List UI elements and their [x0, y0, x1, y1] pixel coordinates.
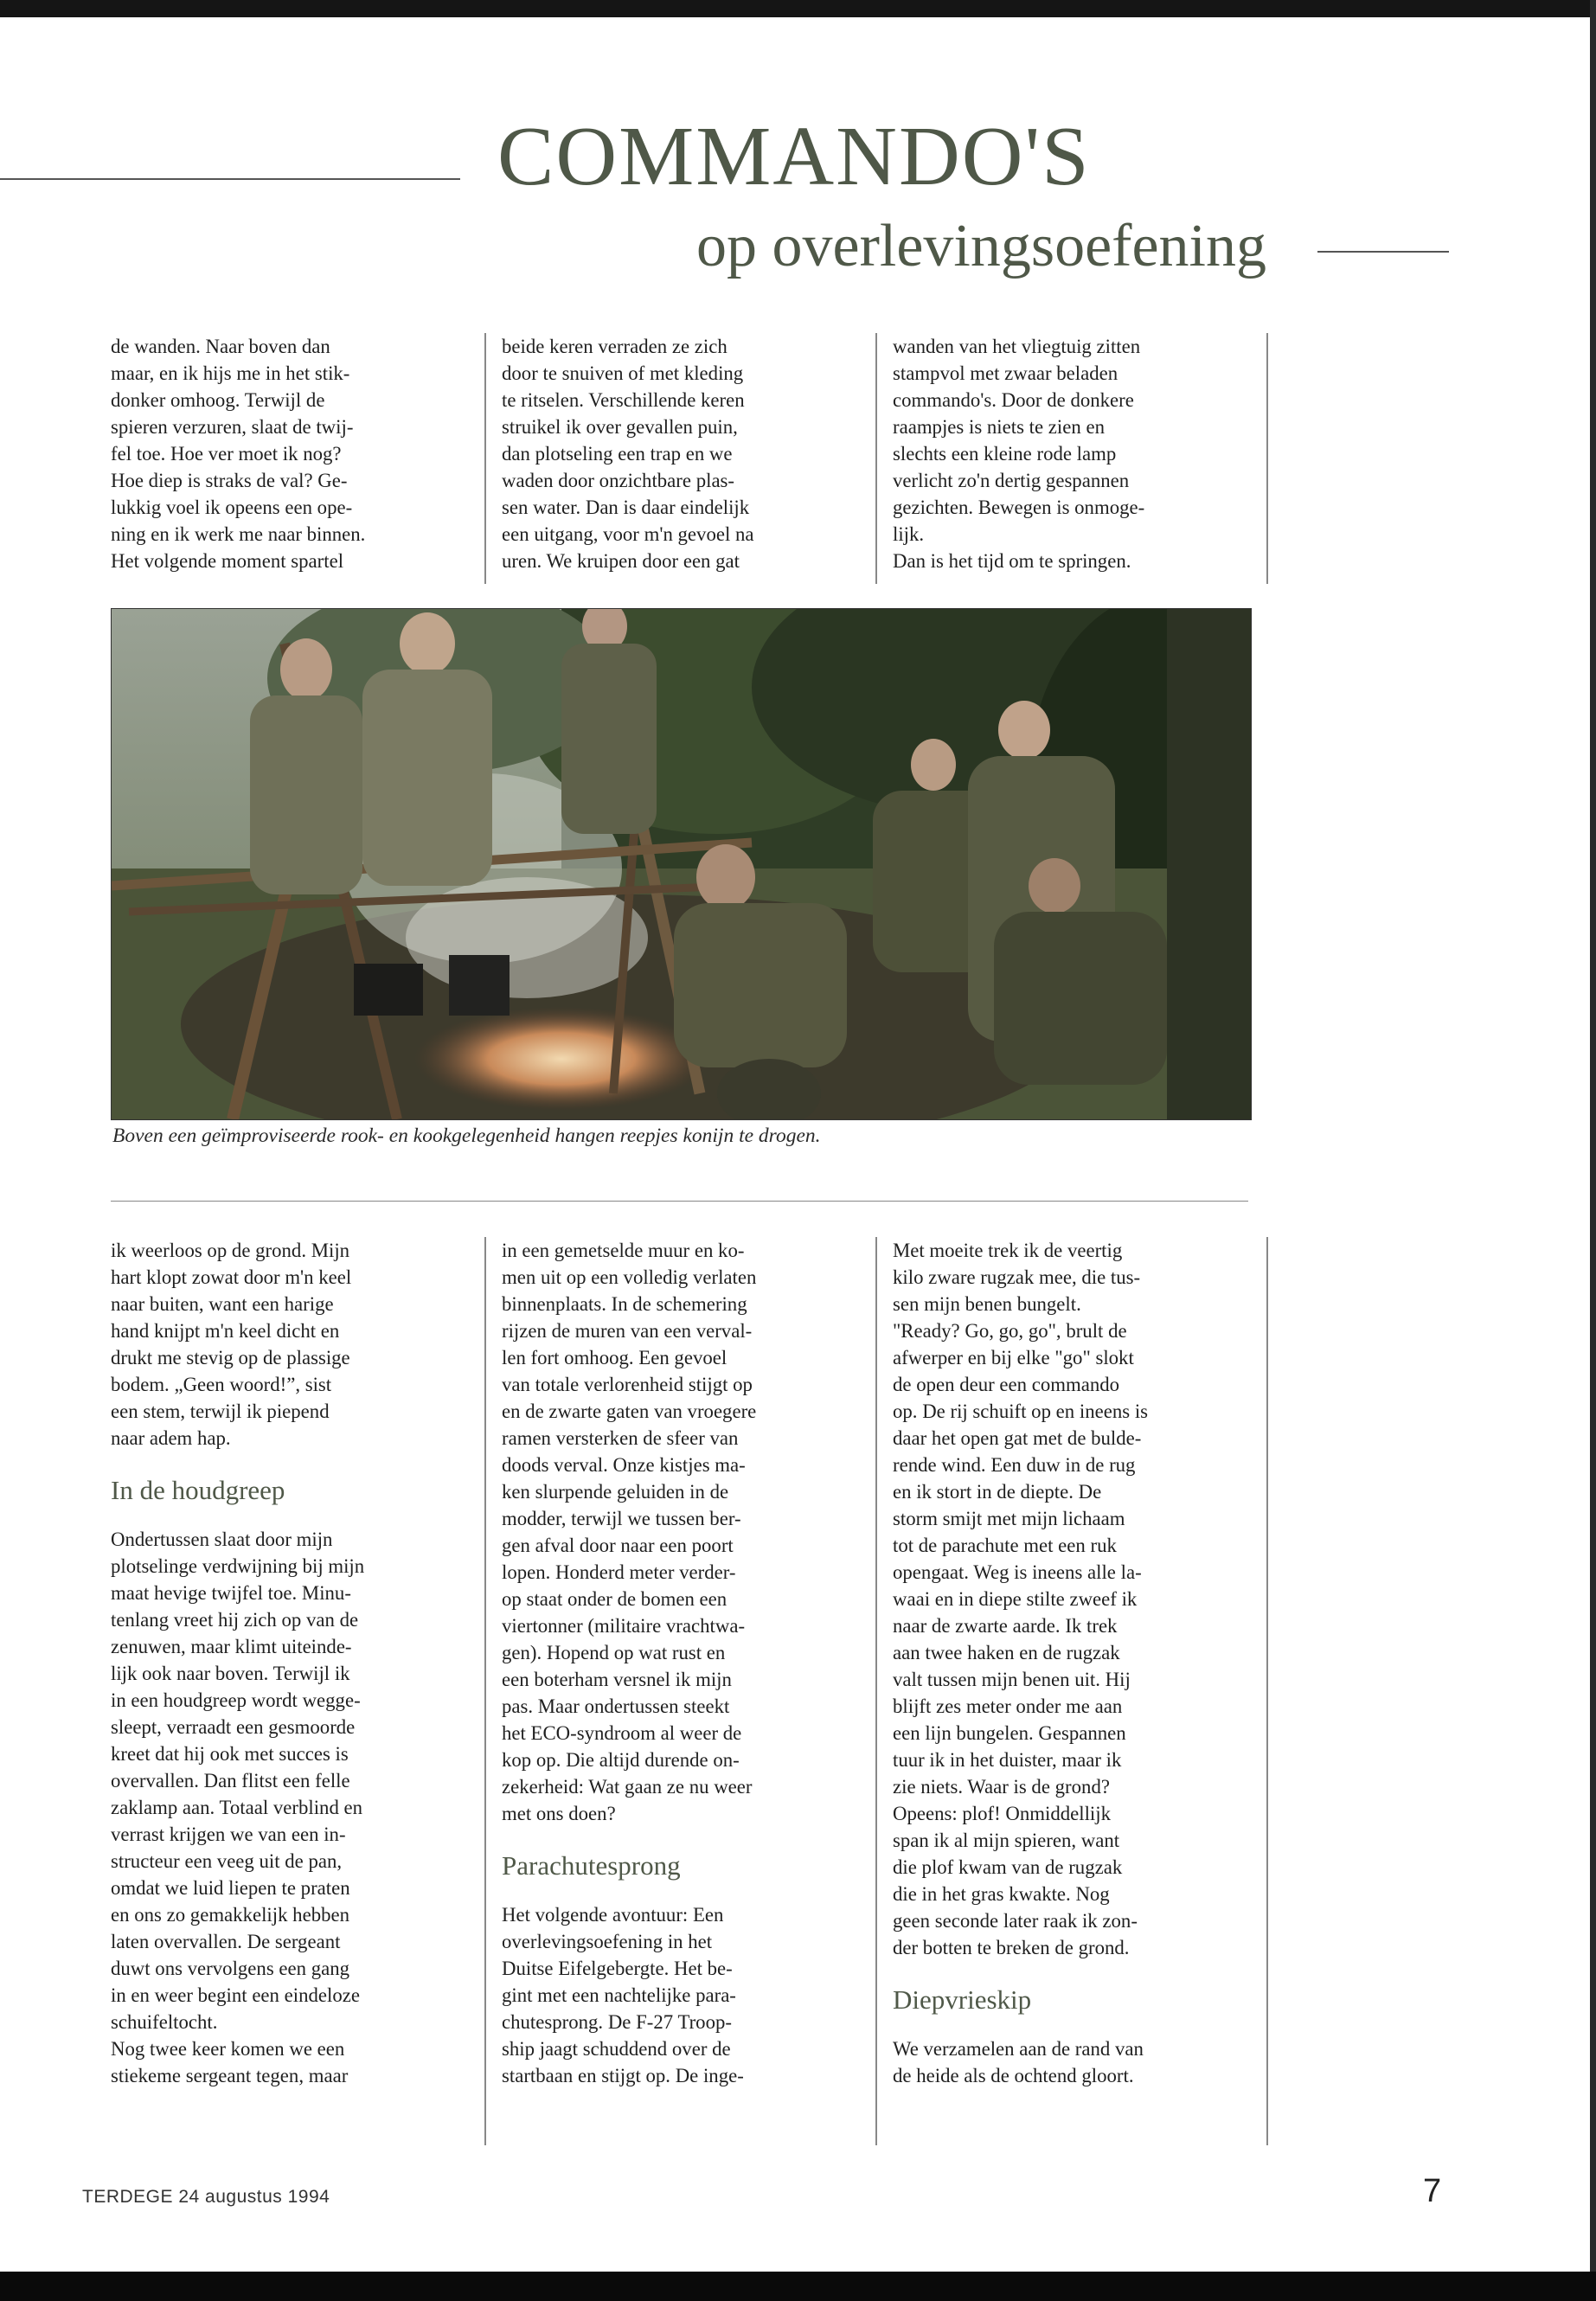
- text-line: te ritselen. Verschillende keren: [502, 389, 745, 411]
- text-line: sen mijn benen bungelt.: [893, 1293, 1081, 1315]
- text-line: beide keren verraden ze zich: [502, 336, 727, 357]
- text-line: doods verval. Onze kistjes ma-: [502, 1454, 746, 1476]
- text-line: gen). Hopend op wat rust en: [502, 1642, 726, 1663]
- text-line: naar adem hap.: [111, 1427, 231, 1449]
- text-line: opengaat. Weg is ineens alle la-: [893, 1561, 1142, 1583]
- text-line: plotselinge verdwijning bij mijn: [111, 1555, 365, 1577]
- text-line: modder, terwijl we tussen ber-: [502, 1508, 741, 1529]
- text-line: zenuwen, maar klimt uiteinde-: [111, 1636, 352, 1657]
- text-line: drukt me stevig op de plassige: [111, 1347, 350, 1368]
- text-line: overlevingsoefening in het: [502, 1931, 713, 1952]
- text-line: wanden van het vliegtuig zitten: [893, 336, 1141, 357]
- text-line: naar buiten, want een harige: [111, 1293, 334, 1315]
- text-line: gezichten. Bewegen is onmoge-: [893, 497, 1145, 518]
- magazine-footer: TERDEGE 24 augustus 1994: [82, 2187, 330, 2207]
- text-line: gint met een nachtelijke para-: [502, 1984, 736, 2006]
- text-line: tenlang vreet hij zich op van de: [111, 1609, 359, 1631]
- text-line: schuifeltocht.: [111, 2011, 218, 2033]
- paragraph: [893, 1237, 1256, 1961]
- text-line: en ik stort in de diepte. De: [893, 1481, 1102, 1503]
- column-divider: [484, 333, 486, 584]
- text-line: Hoe diep is straks de val? Ge-: [111, 470, 348, 491]
- text-line: zekerheid: Wat gaan ze nu weer: [502, 1776, 753, 1798]
- text-line: ramen versterken de sfeer van: [502, 1427, 739, 1449]
- page-number: 7: [1423, 2173, 1442, 2209]
- text-line: Het volgende avontuur: Een: [502, 1904, 724, 1926]
- text-line: en de zwarte gaten van vroegere: [502, 1400, 757, 1422]
- photo-illustration: [112, 609, 1251, 1119]
- text-line: daar het open gat met de bulde-: [893, 1427, 1142, 1449]
- text-line: gen afval door naar een poort: [502, 1535, 734, 1556]
- scan-edge: [1590, 0, 1596, 2301]
- text-line: We verzamelen aan de rand van: [893, 2038, 1144, 2060]
- text-line: van totale verlorenheid stijgt op: [502, 1374, 753, 1395]
- text-line: die in het gras kwakte. Nog: [893, 1883, 1110, 1905]
- subtitle-rule-right: [1317, 251, 1449, 253]
- text-line: lijk ook naar boven. Terwijl ik: [111, 1663, 350, 1684]
- text-line: spieren verzuren, slaat de twij-: [111, 416, 354, 438]
- text-line: lukkig voel ik opeens een ope-: [111, 497, 353, 518]
- text-line: omdat we luid liepen te praten: [111, 1877, 350, 1899]
- text-line: pas. Maar ondertussen steekt: [502, 1695, 730, 1717]
- text-line: laten overvallen. De sergeant: [111, 1931, 341, 1952]
- column-divider: [484, 1237, 486, 2145]
- text-line: verlicht zo'n dertig gespannen: [893, 470, 1130, 491]
- text-line: Opeens: plof! Onmiddellijk: [893, 1803, 1111, 1824]
- section-heading: Diepvrieskip: [893, 1984, 1032, 2015]
- text-line: der botten te breken de grond.: [893, 1937, 1130, 1958]
- text-line: tuur ik in het duister, maar ik: [893, 1749, 1122, 1771]
- text-line: hand knijpt m'n keel dicht en: [111, 1320, 340, 1342]
- text-line: Dan is het tijd om te springen.: [893, 550, 1131, 572]
- text-line: binnenplaats. In de schemering: [502, 1293, 747, 1315]
- text-line: valt tussen mijn benen uit. Hij: [893, 1669, 1131, 1690]
- text-line: hart klopt zowat door m'n keel: [111, 1266, 352, 1288]
- text-line: door te snuiven of met kleding: [502, 362, 744, 384]
- text-line: stiekeme sergeant tegen, maar: [111, 2065, 349, 2086]
- text-line: en ons zo gemakkelijk hebben: [111, 1904, 350, 1926]
- text-line: struikel ik over gevallen puin,: [502, 416, 738, 438]
- text-line: sen water. Dan is daar eindelijk: [502, 497, 750, 518]
- text-line: kreet dat hij ook met succes is: [111, 1743, 349, 1765]
- column-3: [893, 1237, 1256, 2089]
- top-column-1: [111, 333, 474, 574]
- paragraph: [111, 1526, 474, 2035]
- text-line: zie niets. Waar is de grond?: [893, 1776, 1110, 1798]
- text-line: Het volgende moment spartel: [111, 550, 344, 572]
- column-2: [502, 1237, 865, 2089]
- text-line: ik weerloos op de grond. Mijn: [111, 1240, 350, 1261]
- text-line: stampvol met zwaar beladen: [893, 362, 1118, 384]
- text-line: in en weer begint een eindeloze: [111, 1984, 360, 2006]
- column-divider: [1266, 333, 1268, 584]
- text-line: ship jaagt schuddend over de: [502, 2038, 731, 2060]
- paragraph: [111, 2035, 474, 2089]
- text-line: Nog twee keer komen we een: [111, 2038, 345, 2060]
- text-line: men uit op een volledig verlaten: [502, 1266, 757, 1288]
- text-line: chutesprong. De F-27 Troop-: [502, 2011, 732, 2033]
- text-line: de open deur een commando: [893, 1374, 1120, 1395]
- text-line: een boterham versnel ik mijn: [502, 1669, 732, 1690]
- text-line: verrast krijgen we van een in-: [111, 1823, 346, 1845]
- text-line: lopen. Honderd meter verder-: [502, 1561, 736, 1583]
- text-line: afwerper en bij elke "go" slokt: [893, 1347, 1134, 1368]
- text-line: waai en in diepe stilte zweef ik: [893, 1588, 1138, 1610]
- text-line: naar de zwarte aarde. Ik trek: [893, 1615, 1118, 1637]
- text-line: op. De rij schuift op en ineens is: [893, 1400, 1149, 1422]
- text-line: rijzen de muren van een verval-: [502, 1320, 753, 1342]
- column-1: [111, 1237, 474, 2089]
- text-line: kilo zware rugzak mee, die tus-: [893, 1266, 1141, 1288]
- top-border: [0, 0, 1596, 17]
- text-line: de heide als de ochtend gloort.: [893, 2065, 1134, 2086]
- text-line: "Ready? Go, go, go", brult de: [893, 1320, 1127, 1342]
- text-line: op staat onder de bomen een: [502, 1588, 727, 1610]
- text-line: sleept, verraadt een gesmoorde: [111, 1716, 356, 1738]
- text-line: kop op. Die altijd durende on-: [502, 1749, 740, 1771]
- text-line: waden door onzichtbare plas-: [502, 470, 735, 491]
- text-line: met ons doen?: [502, 1803, 616, 1824]
- text-line: tot de parachute met een ruk: [893, 1535, 1117, 1556]
- text-line: een lijn bungelen. Gespannen: [893, 1722, 1126, 1744]
- text-line: Met moeite trek ik de veertig: [893, 1240, 1123, 1261]
- text-line: span ik al mijn spieren, want: [893, 1830, 1120, 1851]
- text-line: lijk.: [893, 523, 925, 545]
- text-line: blijft zes meter onder me aan: [893, 1695, 1123, 1717]
- text-line: dan plotseling een trap en we: [502, 443, 733, 465]
- photo-caption: Boven een geïmproviseerde rook- en kookgelegenheid hangen reepjes konijn te drogen.: [112, 1125, 821, 1147]
- text-line: ning en ik werk me naar binnen.: [111, 523, 366, 545]
- text-line: in een houdgreep wordt wegge-: [111, 1689, 361, 1711]
- text-line: raampjes is niets te zien en: [893, 416, 1105, 438]
- paragraph: [502, 1901, 865, 2089]
- text-line: een stem, terwijl ik piepend: [111, 1400, 330, 1422]
- page-title: COMMANDO'S: [497, 110, 1091, 203]
- text-line: fel toe. Hoe ver moet ik nog?: [111, 443, 342, 465]
- text-line: bodem. „Geen woord!”, sist: [111, 1374, 332, 1395]
- paragraph: [502, 1237, 865, 1827]
- top-column-2: [502, 333, 865, 574]
- page-subtitle: op overlevingsoefening: [696, 213, 1266, 279]
- title-rule-left: [0, 178, 460, 180]
- campfire-photo: [111, 608, 1252, 1120]
- text-line: rende wind. Een duw in de rug: [893, 1454, 1136, 1476]
- column-divider: [875, 1237, 877, 2145]
- text-line: in een gemetselde muur en ko-: [502, 1240, 745, 1261]
- text-line: overvallen. Dan flitst een felle: [111, 1770, 350, 1791]
- text-line: zaklamp aan. Totaal verblind en: [111, 1797, 363, 1818]
- text-line: een uitgang, voor m'n gevoel na: [502, 523, 754, 545]
- text-line: duwt ons vervolgens een gang: [111, 1958, 350, 1979]
- text-line: viertonner (militaire vrachtwa-: [502, 1615, 746, 1637]
- column-divider: [1266, 1237, 1268, 2145]
- text-line: len fort omhoog. Een gevoel: [502, 1347, 727, 1368]
- column-divider: [875, 333, 877, 584]
- section-heading: In de houdgreep: [111, 1475, 285, 1505]
- text-line: uren. We kruipen door een gat: [502, 550, 740, 572]
- paragraph: [111, 1237, 474, 1452]
- text-line: die plof kwam van de rugzak: [893, 1856, 1123, 1878]
- text-line: donker omhoog. Terwijl de: [111, 389, 325, 411]
- text-line: de wanden. Naar boven dan: [111, 336, 330, 357]
- text-line: commando's. Door de donkere: [893, 389, 1134, 411]
- text-line: maat hevige twijfel toe. Minu-: [111, 1582, 351, 1604]
- text-line: Ondertussen slaat door mijn: [111, 1529, 333, 1550]
- text-line: slechts een kleine rode lamp: [893, 443, 1117, 465]
- bottom-border: [0, 2272, 1596, 2301]
- text-line: structeur een veeg uit de pan,: [111, 1850, 343, 1872]
- text-line: storm smijt met mijn lichaam: [893, 1508, 1125, 1529]
- text-line: geen seconde later raak ik zon-: [893, 1910, 1138, 1932]
- text-line: aan twee haken en de rugzak: [893, 1642, 1120, 1663]
- section-rule: [111, 1201, 1248, 1202]
- text-line: maar, en ik hijs me in het stik-: [111, 362, 350, 384]
- text-line: startbaan en stijgt op. De inge-: [502, 2065, 744, 2086]
- text-line: ken slurpende geluiden in de: [502, 1481, 729, 1503]
- text-line: Duitse Eifelgebergte. Het be-: [502, 1958, 733, 1979]
- paragraph: [893, 2035, 1256, 2089]
- text-line: het ECO-syndroom al weer de: [502, 1722, 742, 1744]
- section-heading: Parachutesprong: [502, 1850, 681, 1881]
- top-column-3: [893, 333, 1256, 574]
